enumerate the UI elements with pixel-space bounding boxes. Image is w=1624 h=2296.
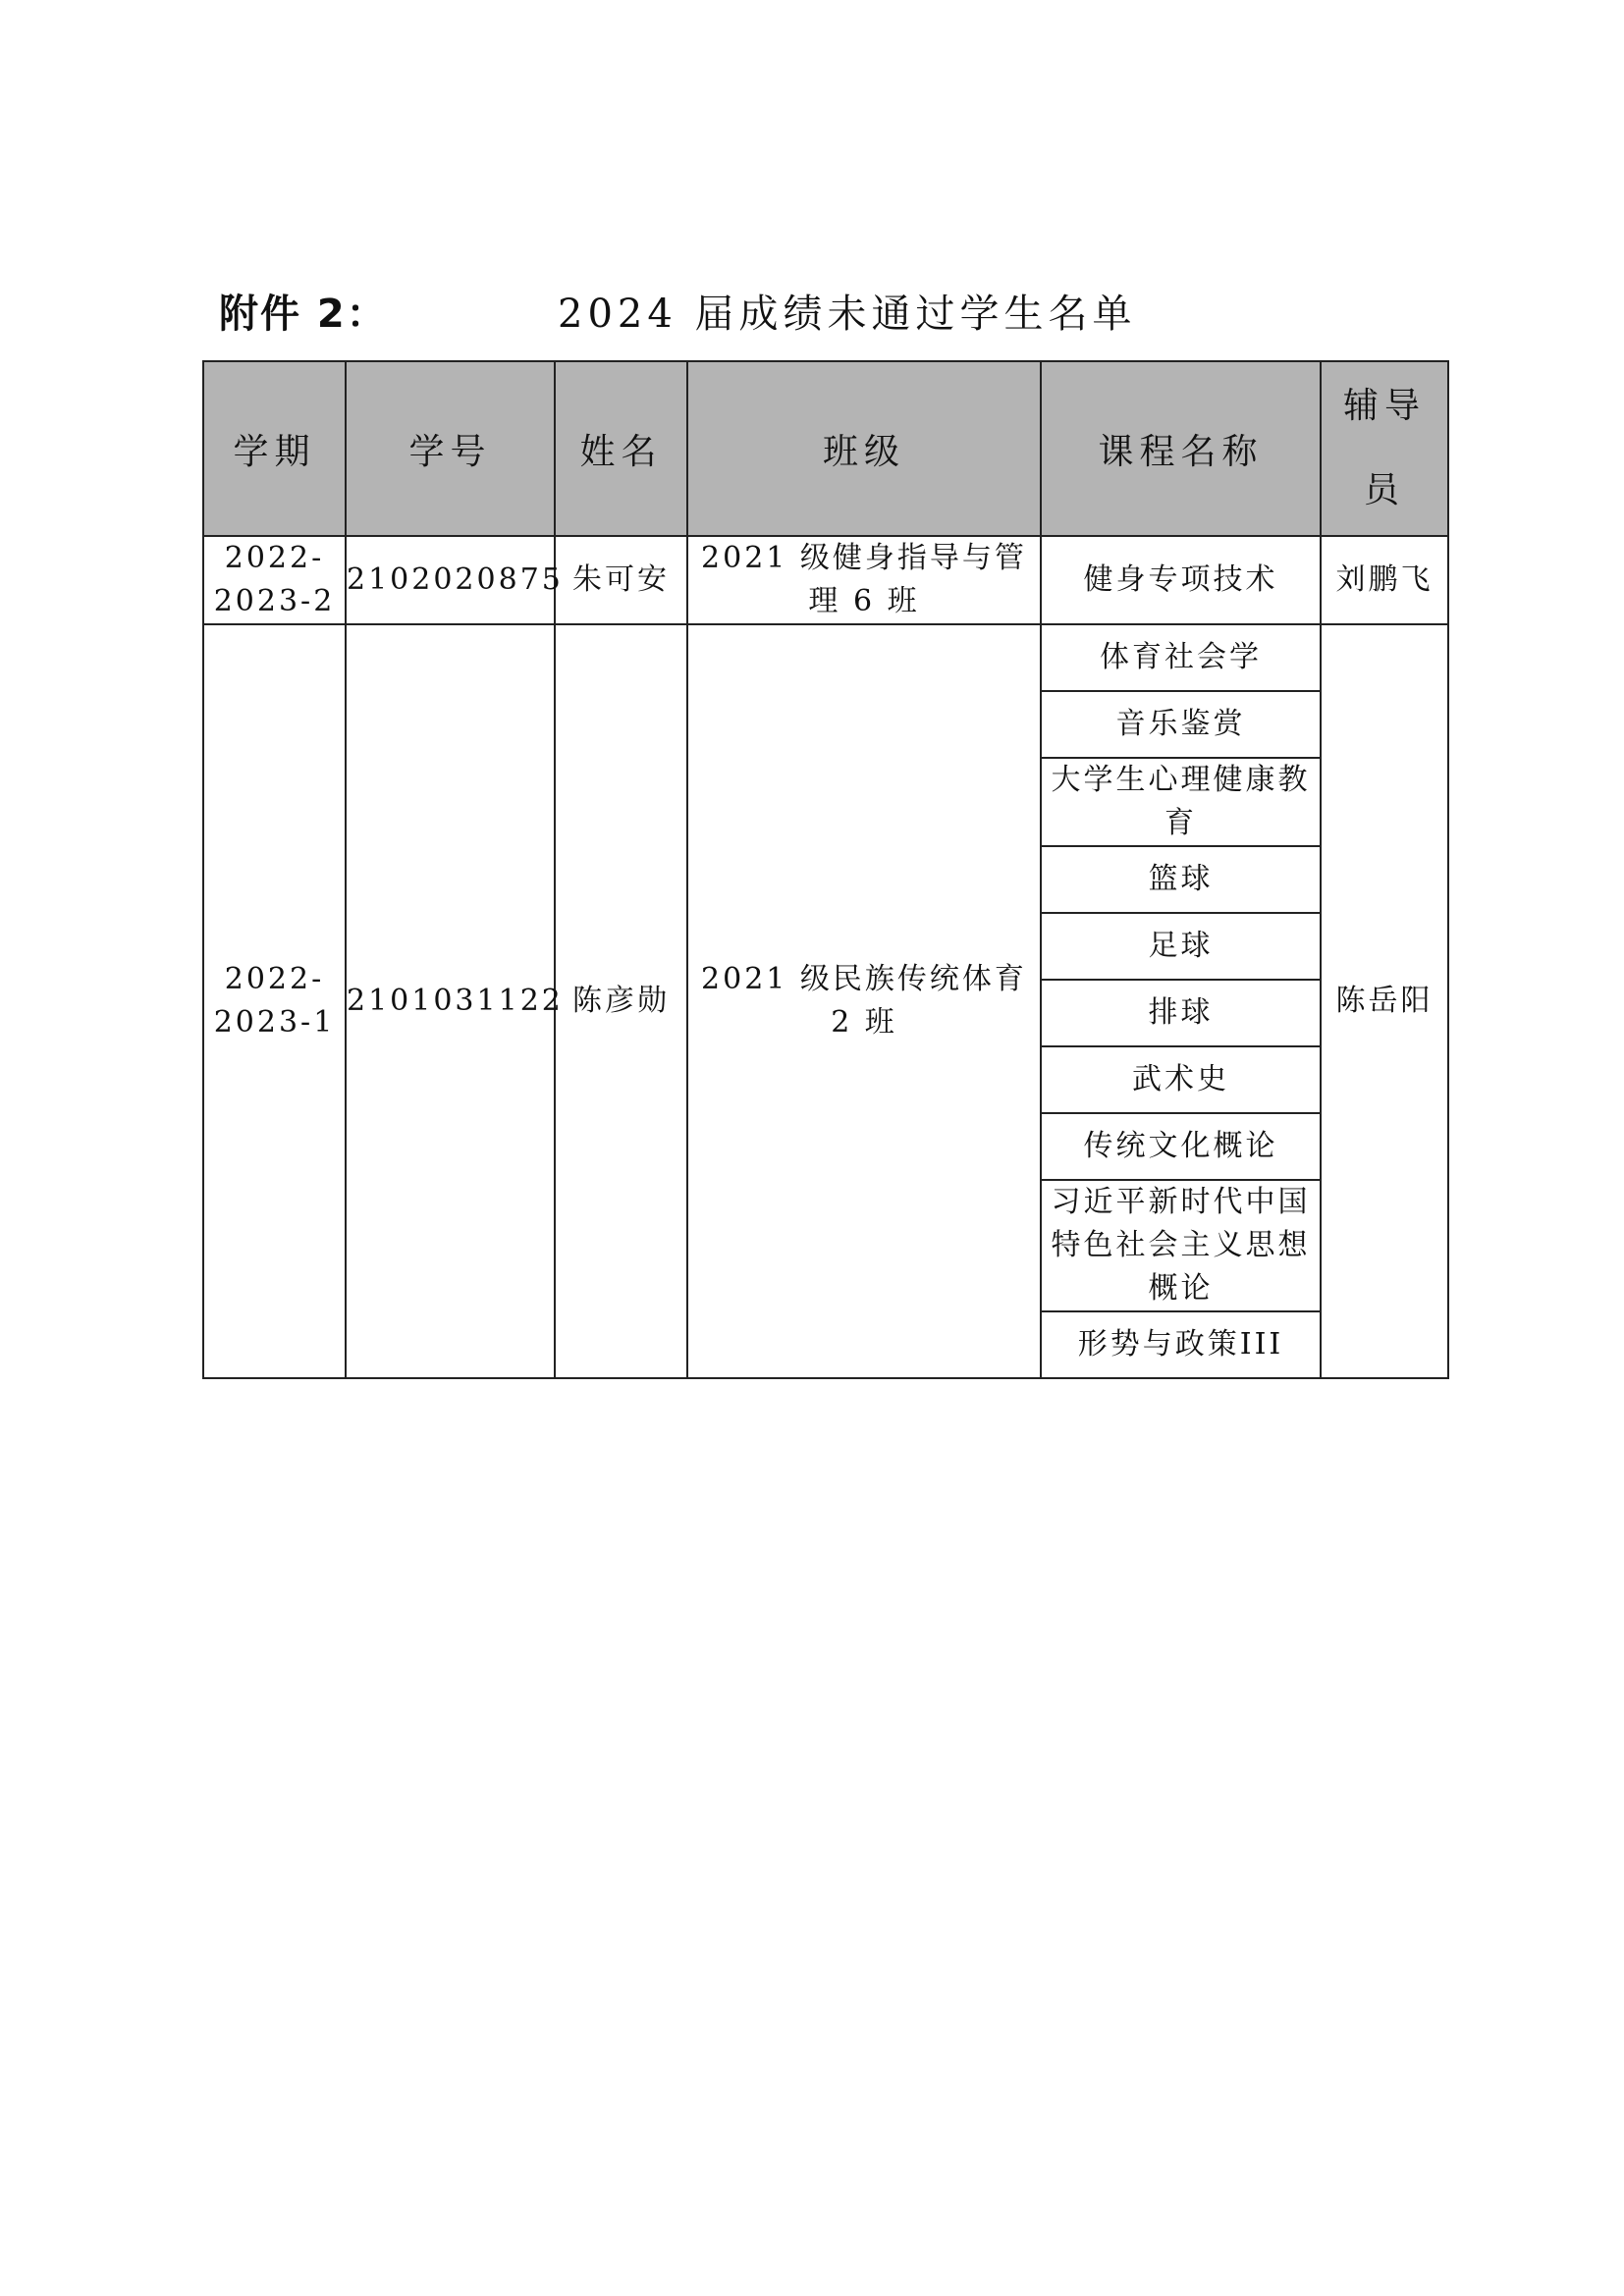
cell-name: 陈彦勋 [555,624,687,1378]
header-course: 课程名称 [1041,361,1321,536]
cell-course: 形势与政策III [1041,1311,1321,1378]
header-term: 学期 [203,361,346,536]
cell-class [687,536,1041,624]
cell-course: 武术史 [1041,1046,1321,1113]
cell-course: 排球 [1041,980,1321,1046]
header-student-id: 学号 [346,361,555,536]
course-text: 习近平新时代中国特色社会主义思想概论 [1051,1185,1311,1306]
cell-term [203,536,346,624]
cell-course: 体育社会学 [1041,624,1321,691]
header-counselor-line1: 辅导 [1342,386,1426,426]
counselor-text: 刘鹏飞 [1335,562,1434,597]
cell-course [1041,1180,1321,1311]
term-text: 2022-2023-2 [213,541,336,618]
counselor-text: 陈岳阳 [1335,984,1434,1018]
cell-name: 朱可安 [555,536,687,624]
cell-course: 足球 [1041,913,1321,980]
cell-term [203,624,346,1378]
table-header-row [203,361,1448,536]
title-bar [219,285,1446,344]
cell-class [687,624,1041,1378]
cell-counselor [1321,536,1448,624]
cell-course: 音乐鉴赏 [1041,691,1321,758]
table-row [203,536,1448,624]
cell-course: 篮球 [1041,846,1321,913]
cell-course: 健身专项技术 [1041,536,1321,624]
header-counselor-line2: 员 [1363,470,1405,510]
cell-student-id: 2101031122 [346,624,555,1378]
course-text: 大学生心理健康教育 [1051,763,1311,840]
class-text: 2021 级健身指导与管理 6 班 [701,541,1027,618]
cell-course [1041,758,1321,846]
cell-counselor [1321,624,1448,1378]
document-title: 2024 届成绩未通过学生名单 [558,292,1137,337]
cell-course: 传统文化概论 [1041,1113,1321,1180]
header-class: 班级 [687,361,1041,536]
term-text: 2022-2023-1 [213,962,336,1040]
class-text: 2021 级民族传统体育 2 班 [701,962,1027,1040]
failed-students-table [202,360,1449,1379]
header-counselor [1321,361,1448,536]
table-row [203,624,1448,691]
attachment-label: 附件 2： [219,292,388,337]
header-name: 姓名 [555,361,687,536]
cell-student-id: 2102020875 [346,536,555,624]
